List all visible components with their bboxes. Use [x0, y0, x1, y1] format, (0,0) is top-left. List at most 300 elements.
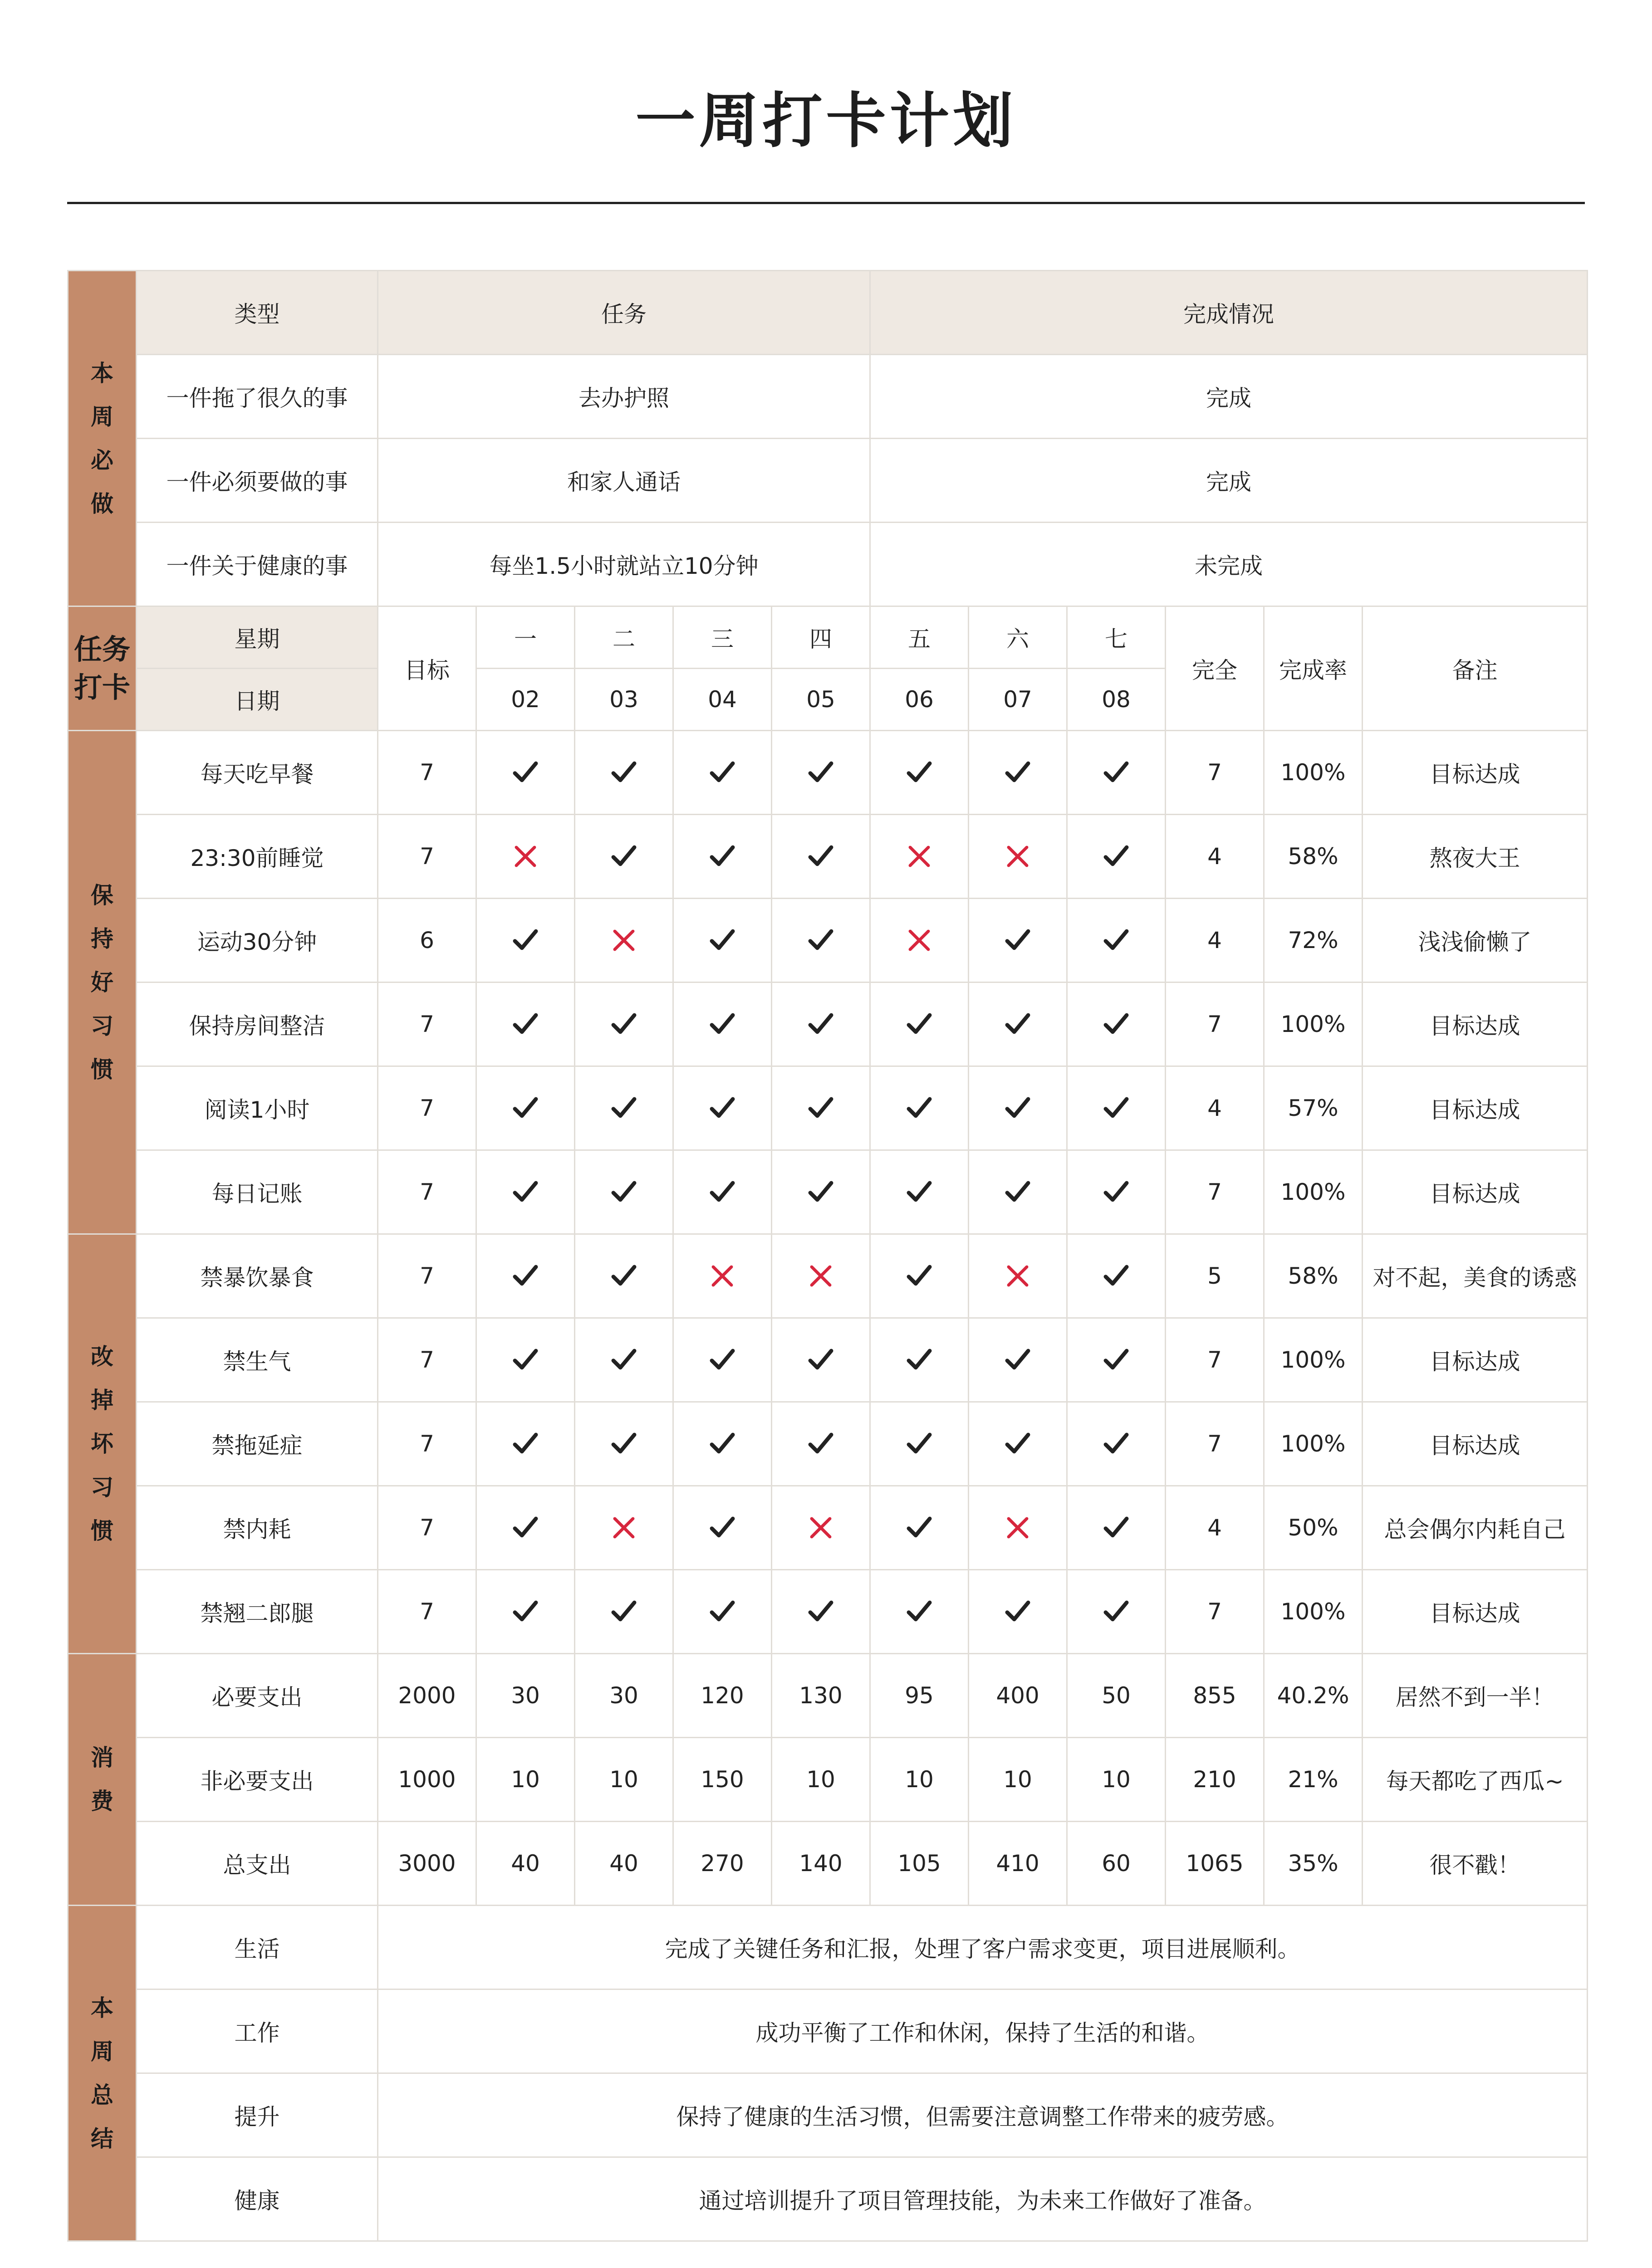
- check-icon: [607, 1343, 641, 1377]
- checkin-header-row-weekday: [68, 606, 1588, 669]
- day-cell: [1067, 1402, 1166, 1486]
- header-date: 日期: [137, 669, 378, 731]
- day-amount: 10: [1067, 1738, 1166, 1822]
- row-name: 保持房间整洁: [137, 982, 378, 1066]
- check-icon: [706, 1007, 739, 1041]
- check-icon: [1001, 1595, 1034, 1628]
- day-cell: [673, 1402, 772, 1486]
- check-icon: [509, 756, 542, 789]
- row-rate: 21%: [1264, 1738, 1363, 1822]
- day-cell: [575, 982, 673, 1066]
- header-weekday-1: 一: [476, 606, 575, 669]
- bad-habit-row: [68, 1402, 1588, 1486]
- row-note: 目标达成: [1363, 1066, 1588, 1150]
- check-icon: [804, 1175, 838, 1209]
- check-icon: [1099, 840, 1133, 873]
- header-weekday-3: 三: [673, 606, 772, 669]
- row-name: 运动30分钟: [137, 899, 378, 982]
- check-icon: [804, 1007, 838, 1041]
- header-note: 备注: [1363, 606, 1588, 731]
- must-do-row: [68, 523, 1588, 606]
- check-icon: [607, 1259, 641, 1293]
- header-weekday-6: 六: [969, 606, 1067, 669]
- section-label-text: 改 掉 坏 习 惯: [91, 1344, 113, 1544]
- day-cell: [870, 1318, 969, 1402]
- day-cell: [772, 1234, 870, 1318]
- row-done: 7: [1166, 1570, 1264, 1654]
- summary-text: 通过培训提升了项目管理技能，为未来工作做好了准备。: [378, 2157, 1588, 2241]
- good-habit-row: [68, 815, 1588, 899]
- header-date-6: 07: [969, 669, 1067, 731]
- day-cell: [870, 1570, 969, 1654]
- bad-habit-row: [68, 1486, 1588, 1570]
- day-cell: [969, 1150, 1067, 1234]
- cross-icon: [607, 924, 641, 957]
- day-cell: [870, 1486, 969, 1570]
- must-do-task: 去办护照: [378, 355, 870, 439]
- day-amount: 10: [772, 1738, 870, 1822]
- row-done: 1065: [1166, 1822, 1264, 1906]
- check-icon: [706, 1511, 739, 1545]
- check-icon: [902, 1175, 936, 1209]
- check-icon: [706, 1595, 739, 1628]
- check-icon: [509, 1595, 542, 1628]
- row-note: 很不戳！: [1363, 1822, 1588, 1906]
- day-amount: 130: [772, 1654, 870, 1738]
- section-label-text: 本 周 必 做: [91, 360, 113, 517]
- day-cell: [476, 1150, 575, 1234]
- row-goal: 7: [378, 982, 476, 1066]
- check-icon: [607, 756, 641, 789]
- day-cell: [575, 1570, 673, 1654]
- row-rate: 50%: [1264, 1486, 1363, 1570]
- day-cell: [673, 815, 772, 899]
- header-status: 完成情况: [870, 271, 1588, 355]
- day-cell: [673, 1066, 772, 1150]
- check-icon: [902, 756, 936, 789]
- row-name: 阅读1小时: [137, 1066, 378, 1150]
- day-cell: [772, 1570, 870, 1654]
- row-note: 每天都吃了西瓜~: [1363, 1738, 1588, 1822]
- day-cell: [575, 731, 673, 815]
- day-cell: [772, 731, 870, 815]
- must-do-type: 一件拖了很久的事: [137, 355, 378, 439]
- row-note: 浅浅偷懒了: [1363, 899, 1588, 982]
- day-cell: [575, 815, 673, 899]
- header-weekday-5: 五: [870, 606, 969, 669]
- day-cell: [1067, 1234, 1166, 1318]
- day-cell: [673, 982, 772, 1066]
- day-amount: 50: [1067, 1654, 1166, 1738]
- day-cell: [1067, 815, 1166, 899]
- cross-icon: [902, 924, 936, 957]
- row-rate: 100%: [1264, 1318, 1363, 1402]
- day-cell: [870, 1234, 969, 1318]
- day-amount: 120: [673, 1654, 772, 1738]
- must-do-status: 完成: [870, 439, 1588, 523]
- row-name: 23:30前睡觉: [137, 815, 378, 899]
- day-cell: [476, 982, 575, 1066]
- check-icon: [902, 1091, 936, 1125]
- check-icon: [1099, 1175, 1133, 1209]
- check-icon: [1099, 1427, 1133, 1461]
- check-icon: [509, 1259, 542, 1293]
- bad-habit-row: [68, 1318, 1588, 1402]
- check-icon: [1099, 756, 1133, 789]
- check-icon: [1099, 1343, 1133, 1377]
- day-amount: 400: [969, 1654, 1067, 1738]
- must-do-row: [68, 355, 1588, 439]
- day-cell: [476, 1402, 575, 1486]
- day-amount: 95: [870, 1654, 969, 1738]
- check-icon: [706, 756, 739, 789]
- row-rate: 57%: [1264, 1066, 1363, 1150]
- row-rate: 100%: [1264, 1570, 1363, 1654]
- row-rate: 58%: [1264, 1234, 1363, 1318]
- check-icon: [607, 1595, 641, 1628]
- must-do-task: 每坐1.5小时就站立10分钟: [378, 523, 870, 606]
- row-note: 目标达成: [1363, 731, 1588, 815]
- check-icon: [509, 1427, 542, 1461]
- summary-label: 工作: [137, 1989, 378, 2073]
- day-cell: [476, 1486, 575, 1570]
- row-goal: 7: [378, 1066, 476, 1150]
- summary-section: [68, 1906, 1588, 2241]
- check-icon: [706, 1427, 739, 1461]
- day-cell: [1067, 1318, 1166, 1402]
- day-cell: [870, 731, 969, 815]
- check-icon: [1001, 1091, 1034, 1125]
- check-icon: [804, 756, 838, 789]
- check-icon: [509, 1091, 542, 1125]
- bad-habit-row: [68, 1234, 1588, 1318]
- check-icon: [706, 1091, 739, 1125]
- section-label: [68, 1234, 137, 1654]
- day-amount: 60: [1067, 1822, 1166, 1906]
- day-cell: [772, 1318, 870, 1402]
- day-amount: 10: [575, 1738, 673, 1822]
- row-rate: 40.2%: [1264, 1654, 1363, 1738]
- day-cell: [673, 1318, 772, 1402]
- day-amount: 105: [870, 1822, 969, 1906]
- row-rate: 100%: [1264, 731, 1363, 815]
- day-amount: 270: [673, 1822, 772, 1906]
- day-cell: [870, 815, 969, 899]
- day-amount: 30: [476, 1654, 575, 1738]
- good-habit-row: [68, 982, 1588, 1066]
- day-cell: [575, 1066, 673, 1150]
- summary-label: 生活: [137, 1906, 378, 1989]
- must-do-type: 一件必须要做的事: [137, 439, 378, 523]
- row-note: 目标达成: [1363, 982, 1588, 1066]
- header-task: 任务: [378, 271, 870, 355]
- day-amount: 10: [870, 1738, 969, 1822]
- row-name: 禁拖延症: [137, 1402, 378, 1486]
- summary-text: 保持了健康的生活习惯，但需要注意调整工作带来的疲劳感。: [378, 2073, 1588, 2157]
- check-icon: [1001, 1343, 1034, 1377]
- check-icon: [902, 1343, 936, 1377]
- header-weekday: 星期: [137, 606, 378, 669]
- bad-habit-row: [68, 1570, 1588, 1654]
- row-note: 目标达成: [1363, 1318, 1588, 1402]
- day-cell: [673, 1234, 772, 1318]
- row-done: 7: [1166, 1318, 1264, 1402]
- day-cell: [870, 1150, 969, 1234]
- header-date-5: 06: [870, 669, 969, 731]
- section-label-text: 消 费: [91, 1745, 113, 1814]
- row-rate: 35%: [1264, 1822, 1363, 1906]
- check-icon: [902, 1259, 936, 1293]
- check-icon: [902, 1007, 936, 1041]
- day-cell: [673, 1486, 772, 1570]
- must-do-task: 和家人通话: [378, 439, 870, 523]
- day-cell: [476, 1570, 575, 1654]
- row-done: 5: [1166, 1234, 1264, 1318]
- header-done: 完全: [1166, 606, 1264, 731]
- check-icon: [509, 1175, 542, 1209]
- day-cell: [1067, 1066, 1166, 1150]
- must-do-type: 一件关于健康的事: [137, 523, 378, 606]
- day-cell: [476, 899, 575, 982]
- spending-row: [68, 1654, 1588, 1738]
- summary-row: [68, 2073, 1588, 2157]
- row-name: 每日记账: [137, 1150, 378, 1234]
- header-goal: 目标: [378, 606, 476, 731]
- good-habit-row: [68, 731, 1588, 815]
- row-done: 210: [1166, 1738, 1264, 1822]
- check-icon: [804, 1091, 838, 1125]
- spending-row: [68, 1822, 1588, 1906]
- summary-text: 成功平衡了工作和休闲，保持了生活的和谐。: [378, 1989, 1588, 2073]
- row-goal: 1000: [378, 1738, 476, 1822]
- good-habit-row: [68, 899, 1588, 982]
- day-cell: [476, 815, 575, 899]
- section-label: [68, 1654, 137, 1906]
- check-icon: [902, 1595, 936, 1628]
- day-cell: [969, 1570, 1067, 1654]
- day-cell: [476, 1318, 575, 1402]
- row-name: 禁翘二郎腿: [137, 1570, 378, 1654]
- must-do-header-row: [68, 271, 1588, 355]
- row-rate: 58%: [1264, 815, 1363, 899]
- day-cell: [772, 1066, 870, 1150]
- row-note: 目标达成: [1363, 1402, 1588, 1486]
- check-icon: [1001, 1007, 1034, 1041]
- check-icon: [1001, 1427, 1034, 1461]
- day-cell: [772, 815, 870, 899]
- check-icon: [804, 1595, 838, 1628]
- day-cell: [969, 1066, 1067, 1150]
- row-rate: 100%: [1264, 1150, 1363, 1234]
- row-rate: 100%: [1264, 1402, 1363, 1486]
- header-weekday-7: 七: [1067, 606, 1166, 669]
- row-goal: 7: [378, 1234, 476, 1318]
- cross-icon: [1001, 1259, 1034, 1293]
- row-note: 总会偶尔内耗自己: [1363, 1486, 1588, 1570]
- check-icon: [1001, 924, 1034, 957]
- page-title: 一周打卡计划: [635, 86, 1017, 156]
- day-cell: [575, 1318, 673, 1402]
- check-icon: [1001, 756, 1034, 789]
- row-goal: 7: [378, 1486, 476, 1570]
- row-goal: 7: [378, 815, 476, 899]
- row-goal: 7: [378, 1570, 476, 1654]
- check-icon: [607, 1007, 641, 1041]
- day-cell: [870, 1402, 969, 1486]
- row-rate: 100%: [1264, 982, 1363, 1066]
- row-done: 855: [1166, 1654, 1264, 1738]
- header-date-4: 05: [772, 669, 870, 731]
- row-name: 禁暴饮暴食: [137, 1234, 378, 1318]
- check-icon: [804, 1343, 838, 1377]
- check-icon: [706, 840, 739, 873]
- section-label-text: 本 周 总 结: [91, 1994, 113, 2152]
- row-note: 熬夜大王: [1363, 815, 1588, 899]
- day-cell: [673, 1570, 772, 1654]
- summary-row: [68, 2157, 1588, 2241]
- good-habits-section: [68, 731, 1588, 1234]
- check-icon: [509, 1511, 542, 1545]
- cross-icon: [1001, 840, 1034, 873]
- header-date-7: 08: [1067, 669, 1166, 731]
- day-cell: [772, 899, 870, 982]
- day-cell: [969, 731, 1067, 815]
- day-amount: 30: [575, 1654, 673, 1738]
- row-done: 4: [1166, 815, 1264, 899]
- check-icon: [509, 924, 542, 957]
- check-icon: [1099, 1511, 1133, 1545]
- row-done: 7: [1166, 1402, 1264, 1486]
- cross-icon: [804, 1511, 838, 1545]
- row-rate: 72%: [1264, 899, 1363, 982]
- day-amount: 10: [476, 1738, 575, 1822]
- day-cell: [1067, 899, 1166, 982]
- check-icon: [607, 1091, 641, 1125]
- day-cell: [1067, 982, 1166, 1066]
- day-cell: [673, 731, 772, 815]
- row-done: 4: [1166, 899, 1264, 982]
- day-cell: [476, 1066, 575, 1150]
- day-cell: [969, 1234, 1067, 1318]
- header-rate: 完成率: [1264, 606, 1363, 731]
- day-amount: 40: [476, 1822, 575, 1906]
- row-goal: 7: [378, 1318, 476, 1402]
- day-cell: [575, 1486, 673, 1570]
- weekly-plan-table: [67, 270, 1588, 2242]
- day-cell: [870, 1066, 969, 1150]
- row-done: 7: [1166, 1150, 1264, 1234]
- day-amount: 10: [969, 1738, 1067, 1822]
- day-cell: [772, 1150, 870, 1234]
- check-icon: [706, 1343, 739, 1377]
- header-date-3: 04: [673, 669, 772, 731]
- day-cell: [575, 1402, 673, 1486]
- row-name: 每天吃早餐: [137, 731, 378, 815]
- cross-icon: [1001, 1511, 1034, 1545]
- header-date-1: 02: [476, 669, 575, 731]
- spending-row: [68, 1738, 1588, 1822]
- summary-label: 提升: [137, 2073, 378, 2157]
- row-done: 4: [1166, 1486, 1264, 1570]
- day-cell: [673, 899, 772, 982]
- day-amount: 150: [673, 1738, 772, 1822]
- cross-icon: [706, 1259, 739, 1293]
- row-name: 禁内耗: [137, 1486, 378, 1570]
- day-cell: [1067, 1570, 1166, 1654]
- section-label-text: 保 持 好 习 惯: [91, 882, 113, 1083]
- day-cell: [870, 899, 969, 982]
- check-icon: [607, 1427, 641, 1461]
- check-icon: [706, 924, 739, 957]
- day-cell: [575, 1234, 673, 1318]
- check-icon: [1001, 1175, 1034, 1209]
- good-habit-row: [68, 1150, 1588, 1234]
- check-icon: [804, 1427, 838, 1461]
- day-cell: [575, 1150, 673, 1234]
- cross-icon: [902, 840, 936, 873]
- summary-row: [68, 1906, 1588, 1989]
- day-cell: [476, 1234, 575, 1318]
- day-cell: [969, 815, 1067, 899]
- row-goal: 2000: [378, 1654, 476, 1738]
- row-note: 对不起，美食的诱惑: [1363, 1234, 1588, 1318]
- spending-section: [68, 1654, 1588, 1906]
- cross-icon: [509, 840, 542, 873]
- day-cell: [1067, 1150, 1166, 1234]
- day-cell: [673, 1150, 772, 1234]
- must-do-status: 未完成: [870, 523, 1588, 606]
- day-amount: 140: [772, 1822, 870, 1906]
- day-cell: [772, 982, 870, 1066]
- row-note: 目标达成: [1363, 1150, 1588, 1234]
- good-habit-row: [68, 1066, 1588, 1150]
- check-icon: [804, 924, 838, 957]
- day-cell: [969, 1486, 1067, 1570]
- day-cell: [575, 899, 673, 982]
- check-icon: [1099, 1091, 1133, 1125]
- row-goal: 7: [378, 1402, 476, 1486]
- row-goal: 7: [378, 1150, 476, 1234]
- header-type: 类型: [137, 271, 378, 355]
- must-do-row: [68, 439, 1588, 523]
- day-amount: 40: [575, 1822, 673, 1906]
- row-name: 非必要支出: [137, 1738, 378, 1822]
- day-cell: [969, 1402, 1067, 1486]
- header-weekday-4: 四: [772, 606, 870, 669]
- row-goal: 7: [378, 731, 476, 815]
- bad-habits-section: [68, 1234, 1588, 1654]
- day-cell: [772, 1402, 870, 1486]
- check-icon: [1099, 1007, 1133, 1041]
- day-cell: [476, 731, 575, 815]
- check-icon: [706, 1175, 739, 1209]
- check-icon: [1099, 1595, 1133, 1628]
- section-label: [68, 1906, 137, 2241]
- check-icon: [804, 840, 838, 873]
- section-label-must-do: [68, 271, 137, 606]
- summary-text: 完成了关键任务和汇报，处理了客户需求变更，项目进展顺利。: [378, 1906, 1588, 1989]
- title-divider: [67, 202, 1585, 204]
- row-done: 7: [1166, 731, 1264, 815]
- check-icon: [1099, 1259, 1133, 1293]
- day-cell: [772, 1486, 870, 1570]
- row-goal: 6: [378, 899, 476, 982]
- row-done: 4: [1166, 1066, 1264, 1150]
- day-cell: [1067, 1486, 1166, 1570]
- summary-row: [68, 1989, 1588, 2073]
- day-cell: [969, 1318, 1067, 1402]
- check-icon: [607, 840, 641, 873]
